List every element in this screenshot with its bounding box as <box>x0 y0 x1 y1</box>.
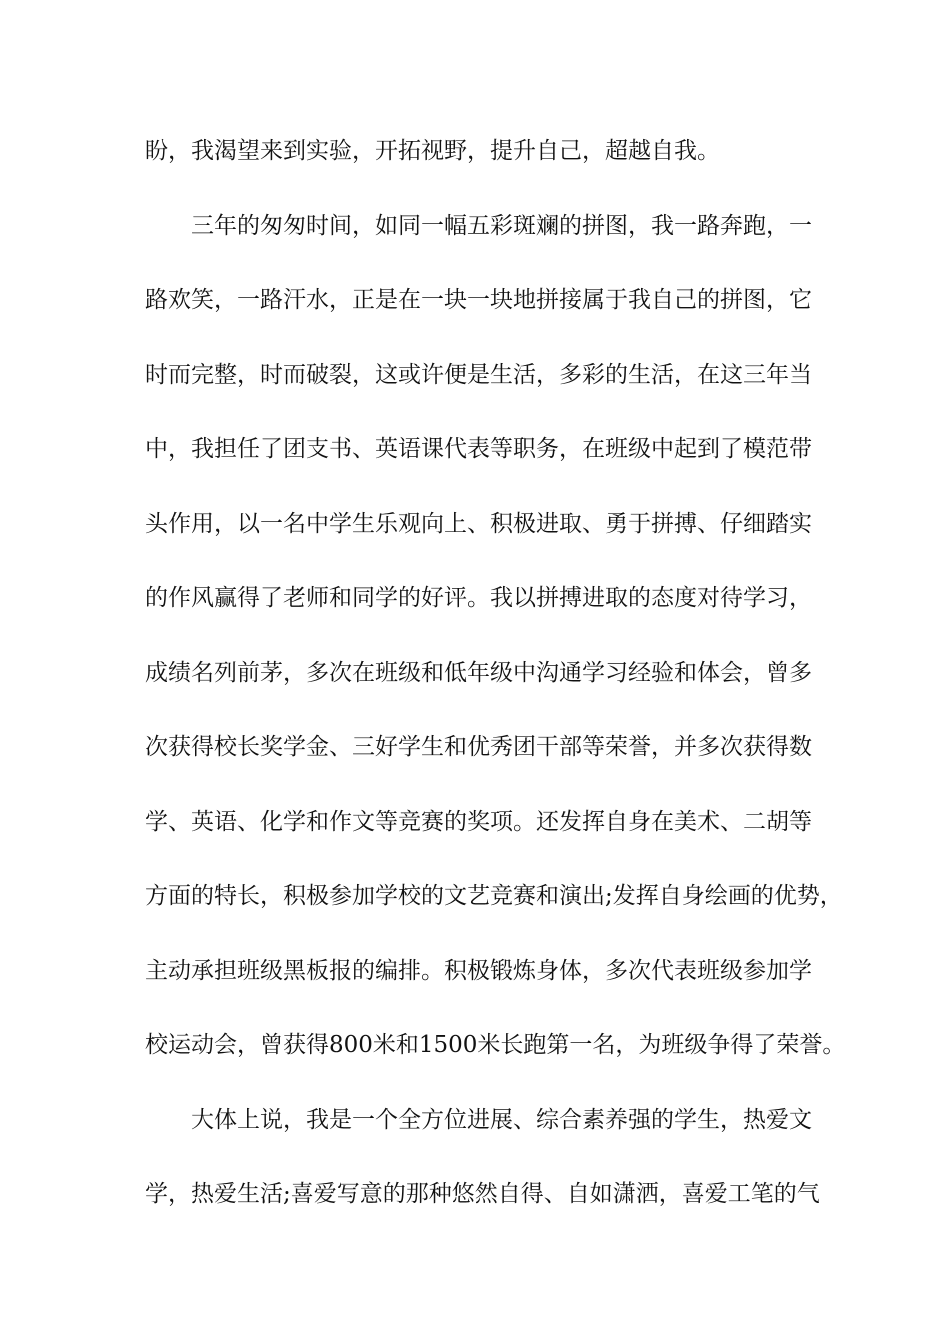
text-line-3: 路欢笑，一路汗水，正是在一块一块地拼接属于我自己的拼图，它 <box>145 287 812 313</box>
text-line-8: 成绩名列前茅，多次在班级和低年级中沟通学习经验和体会，曾多 <box>145 659 812 686</box>
body-text <box>145 128 846 1246</box>
text-line-11: 方面的特长，积极参加学校的文艺竞赛和演出;发挥自身绘画的优势， <box>145 883 843 909</box>
text-line-15: 学，热爱生活;喜爱写意的那种悠然自得、自如潇洒，喜爱工笔的气 <box>145 1181 820 1207</box>
text-line-14: 大体上说，我是一个全方位进展、综合素养强的学生，热爱文 <box>191 1106 812 1133</box>
text-line-9: 次获得校长奖学金、三好学生和优秀团干部等荣誉，并多次获得数 <box>145 734 812 760</box>
text-line-1: 盼，我渴望来到实验，开拓视野，提升自己，超越自我。 <box>145 138 720 164</box>
text-line-6: 头作用，以一名中学生乐观向上、积极进取、勇于拼搏、仔细踏实 <box>145 510 812 537</box>
text-line-7: 的作风赢得了老师和同学的好评。我以拼搏进取的态度对待学习， <box>145 585 812 611</box>
text-line-10: 学、英语、化学和作文等竞赛的奖项。还发挥自身在美术、二胡等 <box>145 808 812 835</box>
text-line-2: 三年的匆匆时间，如同一幅五彩斑斓的拼图，我一路奔跑，一 <box>191 212 812 239</box>
text-line-5: 中，我担任了团支书、英语课代表等职务，在班级中起到了模范带 <box>145 436 812 462</box>
text-line-13: 校运动会，曾获得800米和1500米长跑第一名，为班级争得了荣誉。 <box>145 1032 846 1058</box>
text-line-4: 时而完整，时而破裂，这或许便是生活，多彩的生活，在这三年当 <box>145 361 812 388</box>
text-line-12: 主动承担班级黑板报的编排。积极锻炼身体，多次代表班级参加学 <box>145 957 812 984</box>
